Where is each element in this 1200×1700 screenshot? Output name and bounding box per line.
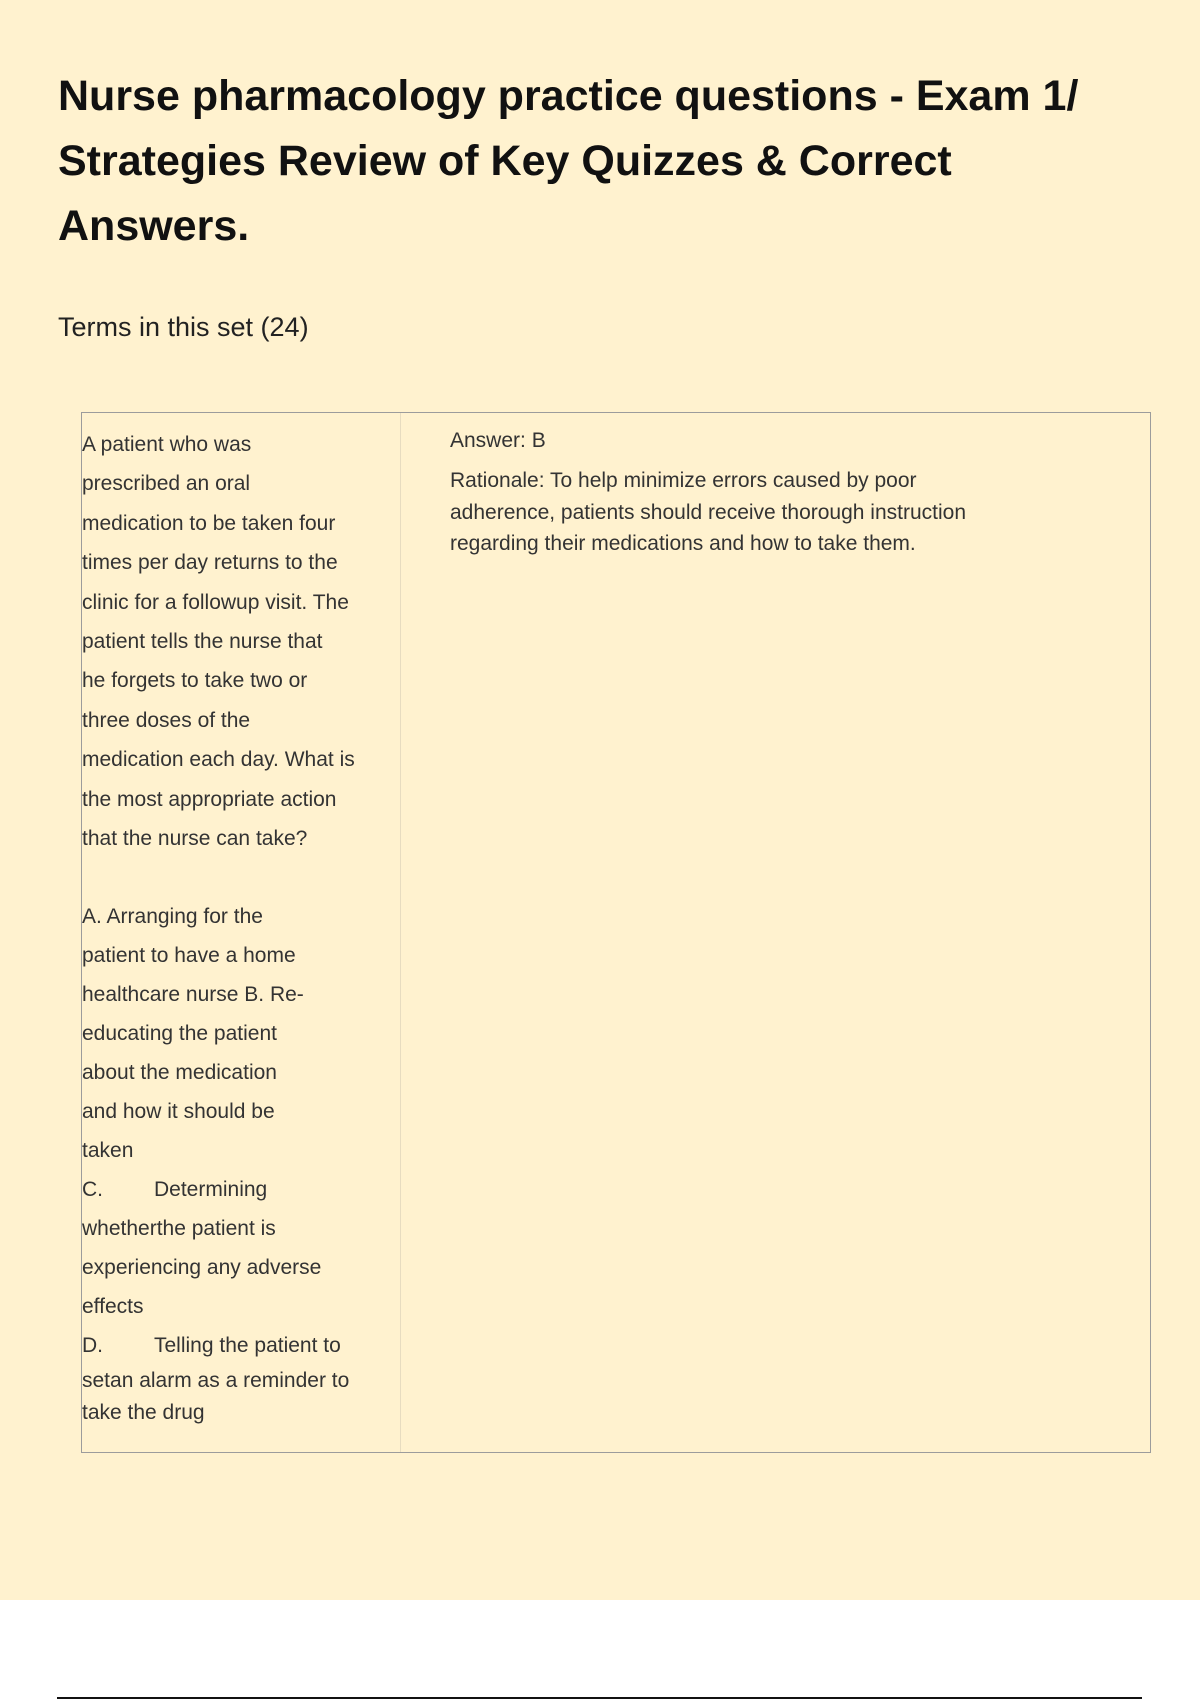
option-line: patient to have a home [82, 944, 296, 968]
question-stem-line: times per day returns to the [82, 551, 338, 575]
document-title [58, 64, 1138, 259]
question-stem-line: three doses of the [82, 708, 251, 732]
answer-definition [450, 425, 1050, 560]
option-d-text: Telling the patient to [154, 1334, 341, 1358]
question-stem-line: the most appropriate action [82, 787, 337, 811]
option-line: whetherthe patient is [82, 1217, 276, 1241]
card-divider [400, 413, 401, 1452]
document-title-line-1: Nurse pharmacology practice questions - Exam 1/ [58, 72, 1079, 120]
option-line: take the drug [82, 1400, 205, 1424]
option-line: A. Arranging for the [82, 905, 263, 929]
option-line: and how it should be [82, 1100, 275, 1124]
option-a-b [82, 897, 372, 1170]
option-line: about the medication [82, 1061, 277, 1085]
answer-rationale [450, 465, 1050, 560]
flashcard [81, 412, 1151, 1453]
question-stem-line: patient tells the nurse that [82, 630, 323, 654]
question-term [82, 425, 372, 1428]
option-line: experiencing any adverse [82, 1256, 322, 1280]
question-stem-line: he forgets to take two or [82, 669, 308, 693]
option-line: setan alarm as a reminder to [82, 1369, 350, 1393]
option-d-letter: D. [82, 1334, 103, 1358]
question-stem-line: prescribed an oral [82, 472, 251, 496]
rationale-line: Rationale: To help minimize errors caused by poor [450, 469, 917, 492]
question-stem-line: medication each day. What is [82, 748, 355, 772]
option-c [82, 1170, 372, 1326]
rationale-line: regarding their medications and how to take them. [450, 532, 916, 555]
option-c-text: Determining [154, 1178, 268, 1202]
question-stem-line: clinic for a followup visit. The [82, 590, 349, 614]
rationale-line: adherence, patients should receive thorough instruction [450, 500, 966, 524]
option-line: healthcare nurse B. Re- [82, 983, 304, 1007]
question-stem-line: that the nurse can take? [82, 827, 308, 851]
option-d [82, 1326, 372, 1428]
document-title-line-2: Strategies Review of Key Quizzes & Correct Answers. [58, 137, 952, 250]
option-line: taken [82, 1139, 134, 1163]
question-stem [82, 425, 372, 858]
option-d-first-line [82, 1326, 372, 1365]
footer-rule [57, 1697, 1142, 1699]
option-c-letter: C. [82, 1178, 103, 1202]
answer-label: Answer: B [450, 429, 546, 452]
option-c-first-line [82, 1170, 372, 1209]
terms-count: Terms in this set (24) [58, 312, 309, 342]
question-spacer [82, 858, 372, 897]
option-line: effects [82, 1295, 144, 1319]
option-line: educating the patient [82, 1022, 277, 1046]
question-stem-line: medication to be taken four [82, 511, 336, 535]
question-stem-line: A patient who was [82, 433, 252, 456]
